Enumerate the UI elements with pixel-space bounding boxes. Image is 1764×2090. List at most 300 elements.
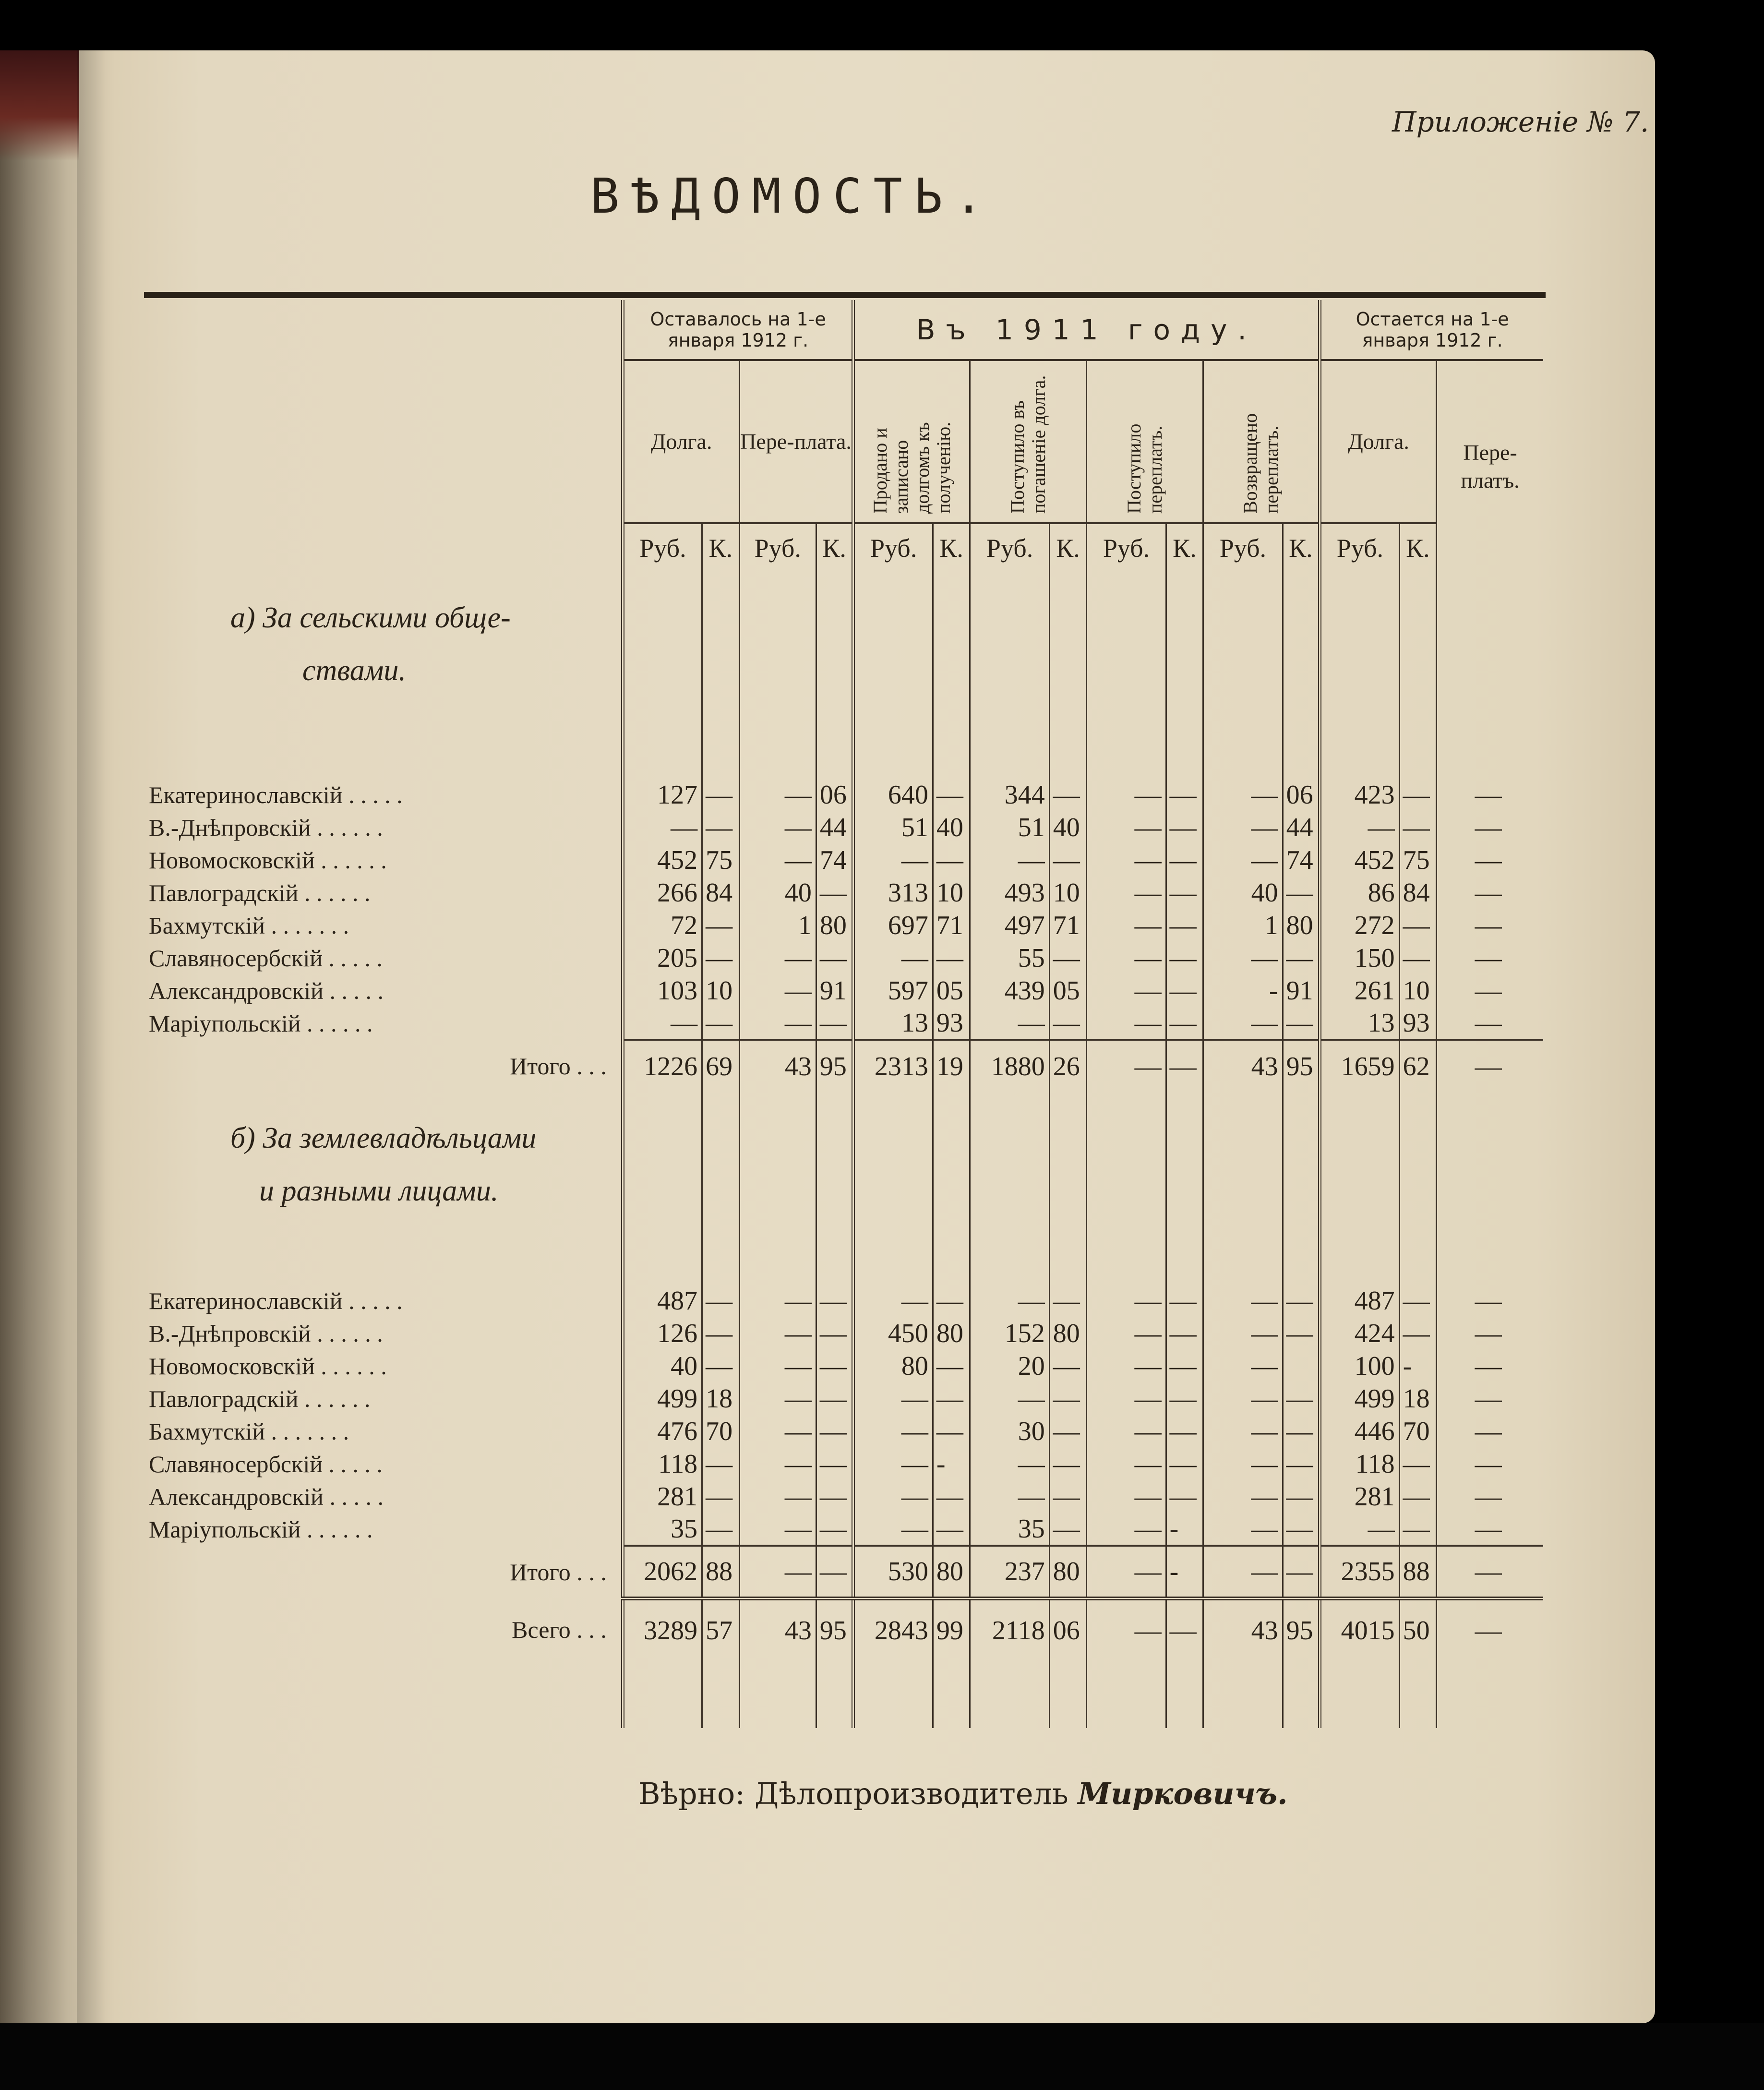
table-cell: 93 xyxy=(1399,1007,1437,1040)
title-rule xyxy=(144,292,1546,298)
table-cell: 446 xyxy=(1320,1415,1399,1448)
spacer-cell xyxy=(970,1217,1049,1285)
table-cell: — xyxy=(1087,1513,1166,1546)
table-cell: — xyxy=(1437,1317,1543,1350)
section-spacer-cell xyxy=(1087,591,1166,644)
table-cell: — xyxy=(1399,811,1437,844)
section-spacer-cell xyxy=(1320,591,1399,644)
row-label: Новомосковскій . . . . . . xyxy=(149,847,387,874)
table-cell: — xyxy=(1437,1285,1543,1317)
section-spacer-cell xyxy=(1049,1112,1087,1165)
spacer-cell xyxy=(1049,1093,1087,1112)
spacer-cell xyxy=(1320,1217,1399,1285)
table-cell xyxy=(1283,1350,1320,1382)
table-cell: — xyxy=(1203,1350,1283,1382)
table-cell: — xyxy=(739,1480,816,1513)
table-cell: — xyxy=(739,1546,816,1598)
table-cell: — xyxy=(1087,1546,1166,1598)
row-label: Екатеринославскій . . . . . xyxy=(149,1287,403,1314)
table-cell: — xyxy=(702,1480,740,1513)
spacer-cell xyxy=(1437,572,1543,591)
unit-kop: К. xyxy=(933,523,970,572)
spacer-cell xyxy=(623,1217,702,1285)
spacer-cell xyxy=(933,1093,970,1112)
table-cell: 86 xyxy=(1320,877,1399,909)
table-cell: 71 xyxy=(933,909,970,942)
section-spacer-cell xyxy=(623,1112,702,1165)
spacer-cell xyxy=(623,572,702,591)
header-received-debt xyxy=(970,360,1087,523)
spacer-cell xyxy=(1203,572,1283,591)
spacer-cell xyxy=(1283,1093,1320,1112)
table-cell: — xyxy=(853,1285,933,1317)
table-cell: 26 xyxy=(1049,1040,1087,1093)
section-spacer-cell xyxy=(1320,1165,1399,1217)
table-cell: — xyxy=(816,1415,853,1448)
table-cell: — xyxy=(1437,1448,1543,1480)
table-cell: — xyxy=(1203,942,1283,974)
spacer-cell xyxy=(853,1217,933,1285)
spacer-cell xyxy=(1399,1093,1437,1112)
table-cell: 72 xyxy=(623,909,702,942)
table-cell: — xyxy=(816,1546,853,1598)
table-cell: — xyxy=(1437,1513,1543,1546)
table-row xyxy=(149,1513,1543,1546)
table-cell: — xyxy=(816,1382,853,1415)
spacer-cell xyxy=(1283,1661,1320,1728)
table-cell: 80 xyxy=(816,909,853,942)
table-cell: 35 xyxy=(970,1513,1049,1546)
table-row xyxy=(149,811,1543,844)
spacer-cell xyxy=(1203,1093,1283,1112)
section-spacer-cell xyxy=(702,644,740,697)
section-spacer-cell xyxy=(1437,1165,1543,1217)
unit-kop: К. xyxy=(816,523,853,572)
table-cell: — xyxy=(933,779,970,811)
section-spacer-cell xyxy=(1087,644,1166,697)
unit-kop: К. xyxy=(702,523,740,572)
spacer-cell xyxy=(739,1661,816,1728)
table-cell: 80 xyxy=(933,1546,970,1598)
spacer-cell xyxy=(816,1093,853,1112)
table-cell: 1226 xyxy=(623,1040,702,1093)
table-cell: 51 xyxy=(970,811,1049,844)
table-row xyxy=(149,1415,1543,1448)
header-row-top xyxy=(149,300,1543,360)
spacer-cell xyxy=(623,1661,702,1728)
table-cell: — xyxy=(702,1448,740,1480)
spacer-cell xyxy=(853,697,933,779)
section-spacer-cell xyxy=(623,1165,702,1217)
table-cell: — xyxy=(1166,1598,1203,1661)
table-cell: — xyxy=(1166,811,1203,844)
total-row-a xyxy=(149,1040,1543,1093)
table-row xyxy=(149,779,1543,811)
spacer-cell xyxy=(1166,1093,1203,1112)
table-cell: — xyxy=(1203,811,1283,844)
table-cell: — xyxy=(1087,909,1166,942)
table-cell: — xyxy=(1087,974,1166,1007)
table-cell: 95 xyxy=(1283,1040,1320,1093)
table-cell: — xyxy=(739,1415,816,1448)
table-cell: — xyxy=(1320,811,1399,844)
header-overpay: Пере-плата. xyxy=(739,360,853,523)
table-cell: — xyxy=(1283,1546,1320,1598)
table-cell: — xyxy=(1166,1350,1203,1382)
spacer-cell xyxy=(739,697,816,779)
section-spacer-cell xyxy=(816,1165,853,1217)
section-spacer-cell xyxy=(1049,644,1087,697)
section-spacer-cell xyxy=(853,644,933,697)
table-cell: 452 xyxy=(623,844,702,877)
spacer-cell xyxy=(1087,1093,1166,1112)
row-label: Бахмутскій . . . . . . . xyxy=(149,1418,349,1445)
spacer-cell xyxy=(1320,572,1399,591)
table-cell: — xyxy=(816,942,853,974)
binding-edge xyxy=(0,50,79,161)
row-label: Славяносербскій . . . . . xyxy=(149,1451,383,1477)
appendix-number: Приложеніе № 7. xyxy=(1392,106,1649,138)
spacer-cell xyxy=(623,1093,702,1112)
table-cell: — xyxy=(1283,1480,1320,1513)
spacer-cell xyxy=(1203,697,1283,779)
row-label: В.-Днѣпровскій . . . . . . xyxy=(149,1320,383,1347)
table-cell: - xyxy=(1203,974,1283,1007)
table-cell: — xyxy=(1049,1007,1087,1040)
table-cell: — xyxy=(739,1513,816,1546)
table-body xyxy=(149,572,1543,1728)
table-cell: — xyxy=(1166,779,1203,811)
spacer-cell xyxy=(1087,1217,1166,1285)
table-cell: — xyxy=(1166,1415,1203,1448)
table-row xyxy=(149,877,1543,909)
table-cell: — xyxy=(1166,974,1203,1007)
table-cell: 50 xyxy=(1399,1598,1437,1661)
spacer-row xyxy=(149,572,1543,591)
row-label: Итого . . . xyxy=(510,1053,607,1080)
table-cell: — xyxy=(1087,1480,1166,1513)
table-cell: — xyxy=(1049,1448,1087,1480)
table-cell: 71 xyxy=(1049,909,1087,942)
table-row xyxy=(149,942,1543,974)
spacer-cell xyxy=(853,572,933,591)
section-spacer-cell xyxy=(853,1112,933,1165)
spacer-row xyxy=(149,1217,1543,1285)
row-label: Павлоградскій . . . . . . xyxy=(149,1385,371,1412)
table-cell: 1 xyxy=(1203,909,1283,942)
table-cell: 06 xyxy=(1049,1598,1087,1661)
table-cell: — xyxy=(1087,1350,1166,1382)
table-cell: — xyxy=(1399,1513,1437,1546)
table-cell: — xyxy=(1437,942,1543,974)
table-cell: — xyxy=(1049,1382,1087,1415)
table-cell: — xyxy=(1399,779,1437,811)
table-cell: 10 xyxy=(1399,974,1437,1007)
section-a-title-text: а) За сельскими обще- xyxy=(230,601,511,634)
table-row xyxy=(149,974,1543,1007)
table-cell: — xyxy=(1399,1480,1437,1513)
spacer-cell xyxy=(970,1093,1049,1112)
spacer-cell xyxy=(816,1661,853,1728)
spacer-cell xyxy=(1049,697,1087,779)
section-a-title-cont-text: ствами. xyxy=(302,654,406,687)
table-cell: — xyxy=(1203,1415,1283,1448)
table-cell: 272 xyxy=(1320,909,1399,942)
spacer-cell xyxy=(1087,697,1166,779)
table-cell: — xyxy=(739,1317,816,1350)
signature-name: Мирковичъ. xyxy=(1078,1776,1288,1811)
unit-kop: К. xyxy=(1049,523,1087,572)
table-cell: 75 xyxy=(1399,844,1437,877)
section-spacer-cell xyxy=(1203,1165,1283,1217)
table-cell: — xyxy=(1166,1480,1203,1513)
table-cell: 84 xyxy=(702,877,740,909)
row-label: Маріупольскій . . . . . . xyxy=(149,1010,373,1037)
spacer-cell xyxy=(739,572,816,591)
spacer-cell xyxy=(970,697,1049,779)
table-cell: — xyxy=(816,1285,853,1317)
table-cell: — xyxy=(816,1007,853,1040)
table-cell: — xyxy=(1283,877,1320,909)
header-debt2: Долга. xyxy=(1320,360,1437,523)
section-a-title-cont xyxy=(149,644,1543,697)
table-cell: 43 xyxy=(1203,1598,1283,1661)
spacer-cell xyxy=(1399,572,1437,591)
section-spacer-cell xyxy=(1399,1165,1437,1217)
table-cell: 95 xyxy=(1283,1598,1320,1661)
spacer-cell xyxy=(1320,1661,1399,1728)
table-cell: — xyxy=(1087,1415,1166,1448)
unit-rub: Руб. xyxy=(623,523,702,572)
table-cell: — xyxy=(1049,779,1087,811)
table-cell: — xyxy=(853,1480,933,1513)
table-cell: — xyxy=(1203,1317,1283,1350)
section-spacer-cell xyxy=(739,1165,816,1217)
table-cell: 18 xyxy=(1399,1382,1437,1415)
table-cell: — xyxy=(933,844,970,877)
table-cell: — xyxy=(1087,1317,1166,1350)
spacer-cell xyxy=(1320,1093,1399,1112)
unit-rub: Руб. xyxy=(1203,523,1283,572)
table-cell: — xyxy=(853,1448,933,1480)
unit-kop: К. xyxy=(1283,523,1320,572)
table-cell: — xyxy=(1203,844,1283,877)
spacer-cell xyxy=(1283,572,1320,591)
spacer-cell xyxy=(933,697,970,779)
section-spacer-cell xyxy=(1399,644,1437,697)
table-cell: 74 xyxy=(1283,844,1320,877)
table-cell: 91 xyxy=(816,974,853,1007)
header-debt: Долга. xyxy=(623,360,739,523)
table-cell: — xyxy=(970,1448,1049,1480)
table-cell: — xyxy=(1087,1448,1166,1480)
table-cell: 40 xyxy=(1203,877,1283,909)
header-year: Въ 1911 году. xyxy=(853,300,1320,360)
section-spacer-cell xyxy=(853,1165,933,1217)
table-cell: 126 xyxy=(623,1317,702,1350)
table-cell: — xyxy=(1087,877,1166,909)
table-cell: — xyxy=(1203,1513,1283,1546)
table-cell: 3289 xyxy=(623,1598,702,1661)
row-label: Екатеринославскій . . . . . xyxy=(149,781,403,808)
table-cell: — xyxy=(816,1350,853,1382)
section-spacer-cell xyxy=(739,1112,816,1165)
table-cell: — xyxy=(1283,942,1320,974)
table-cell: 452 xyxy=(1320,844,1399,877)
table-cell: 487 xyxy=(623,1285,702,1317)
table-cell: 493 xyxy=(970,877,1049,909)
table-cell: 05 xyxy=(933,974,970,1007)
table-cell: - xyxy=(1166,1513,1203,1546)
spacer-cell xyxy=(853,1093,933,1112)
table-cell: 1659 xyxy=(1320,1040,1399,1093)
table-cell: — xyxy=(739,844,816,877)
spacer-cell xyxy=(702,572,740,591)
table-cell: 423 xyxy=(1320,779,1399,811)
section-spacer-cell xyxy=(1437,644,1543,697)
table-cell: 84 xyxy=(1399,877,1437,909)
section-spacer-cell xyxy=(1087,1165,1166,1217)
section-spacer-cell xyxy=(1166,1112,1203,1165)
section-spacer-cell xyxy=(1437,1112,1543,1165)
table-cell: 1 xyxy=(739,909,816,942)
section-spacer-cell xyxy=(1166,591,1203,644)
table-cell: 476 xyxy=(623,1415,702,1448)
table-cell: — xyxy=(816,1317,853,1350)
table-cell: — xyxy=(853,1382,933,1415)
section-spacer-cell xyxy=(970,644,1049,697)
header-remains: Остается на 1-е января 1912 г. xyxy=(1320,300,1543,360)
table-cell: 2118 xyxy=(970,1598,1049,1661)
spacer-cell xyxy=(933,1661,970,1728)
table-cell: — xyxy=(1437,974,1543,1007)
spacer-cell xyxy=(1437,1093,1543,1112)
section-spacer-cell xyxy=(1283,644,1320,697)
section-spacer-cell xyxy=(1399,1112,1437,1165)
spacer-cell xyxy=(1166,1217,1203,1285)
table-cell: — xyxy=(1399,909,1437,942)
header-returned xyxy=(1203,360,1320,523)
table-cell: — xyxy=(739,1007,816,1040)
table-cell: 424 xyxy=(1320,1317,1399,1350)
section-spacer-cell xyxy=(816,644,853,697)
table-cell: — xyxy=(702,811,740,844)
table-cell: 127 xyxy=(623,779,702,811)
table-cell: — xyxy=(1283,1382,1320,1415)
spacer-cell xyxy=(1087,1661,1166,1728)
row-label: Новомосковскій . . . . . . xyxy=(149,1353,387,1380)
table-cell: — xyxy=(1437,811,1543,844)
table-cell: 530 xyxy=(853,1546,933,1598)
spacer-cell xyxy=(739,1093,816,1112)
table-cell: — xyxy=(853,942,933,974)
table-cell: — xyxy=(739,1350,816,1382)
table-cell: 80 xyxy=(933,1317,970,1350)
table-cell: — xyxy=(1049,1415,1087,1448)
spacer-cell xyxy=(1166,697,1203,779)
spacer-cell xyxy=(1087,572,1166,591)
section-spacer-cell xyxy=(1087,1112,1166,1165)
table-cell: — xyxy=(1166,1007,1203,1040)
table-cell: — xyxy=(853,1513,933,1546)
table-cell: 640 xyxy=(853,779,933,811)
table-cell: 439 xyxy=(970,974,1049,1007)
section-spacer-cell xyxy=(1399,591,1437,644)
table-cell: 118 xyxy=(1320,1448,1399,1480)
table-cell: 20 xyxy=(970,1350,1049,1382)
table-cell: — xyxy=(1437,1480,1543,1513)
table-cell: - xyxy=(1399,1350,1437,1382)
table-cell: — xyxy=(933,1285,970,1317)
table-cell: — xyxy=(1320,1513,1399,1546)
table-row xyxy=(149,1007,1543,1040)
spacer-cell xyxy=(702,1217,740,1285)
table-cell: — xyxy=(1437,1007,1543,1040)
table-cell: 40 xyxy=(623,1350,702,1382)
table-cell: 19 xyxy=(933,1040,970,1093)
table-cell: — xyxy=(1087,779,1166,811)
table-row xyxy=(149,1317,1543,1350)
table-cell: 118 xyxy=(623,1448,702,1480)
table-cell: — xyxy=(623,811,702,844)
document-title: ВѢДОМОСТЬ. xyxy=(590,168,995,224)
table-cell: — xyxy=(1437,1382,1543,1415)
table-cell: 499 xyxy=(1320,1382,1399,1415)
table-cell: — xyxy=(1203,1448,1283,1480)
table-row xyxy=(149,1350,1543,1382)
section-spacer-cell xyxy=(1166,644,1203,697)
table-cell: 70 xyxy=(702,1415,740,1448)
table-cell: 281 xyxy=(1320,1480,1399,1513)
section-spacer-cell xyxy=(1437,591,1543,644)
table-cell: — xyxy=(1437,1350,1543,1382)
table-cell: — xyxy=(702,1007,740,1040)
table-cell: 13 xyxy=(853,1007,933,1040)
table-cell: — xyxy=(1049,1285,1087,1317)
page-gutter-shadow xyxy=(77,50,106,2023)
table-cell: 2355 xyxy=(1320,1546,1399,1598)
spacer-cell xyxy=(739,1217,816,1285)
table-cell: — xyxy=(1283,1317,1320,1350)
table-row xyxy=(149,909,1543,942)
table-cell: 281 xyxy=(623,1480,702,1513)
section-spacer-cell xyxy=(1320,644,1399,697)
table-cell: — xyxy=(739,974,816,1007)
table-cell: — xyxy=(739,942,816,974)
section-spacer-cell xyxy=(970,1112,1049,1165)
table-cell: — xyxy=(1437,1415,1543,1448)
table-cell: 30 xyxy=(970,1415,1049,1448)
section-spacer-cell xyxy=(970,1165,1049,1217)
table-cell: 2843 xyxy=(853,1598,933,1661)
table-cell: — xyxy=(1399,1317,1437,1350)
section-spacer-cell xyxy=(816,591,853,644)
table-cell: — xyxy=(702,942,740,974)
section-spacer-cell xyxy=(933,644,970,697)
table-cell: 1880 xyxy=(970,1040,1049,1093)
header-received-over xyxy=(1087,360,1203,523)
spacer-cell xyxy=(1399,1661,1437,1728)
table-cell: 266 xyxy=(623,877,702,909)
table-cell: — xyxy=(970,1007,1049,1040)
table-cell: — xyxy=(1203,1546,1283,1598)
table-cell: — xyxy=(1437,844,1543,877)
table-cell: — xyxy=(1437,1546,1543,1598)
table-cell: 70 xyxy=(1399,1415,1437,1448)
section-spacer-cell xyxy=(1203,1112,1283,1165)
header-remained: Оставалось на 1-е января 1912 г. xyxy=(623,300,853,360)
table-cell: — xyxy=(970,1382,1049,1415)
